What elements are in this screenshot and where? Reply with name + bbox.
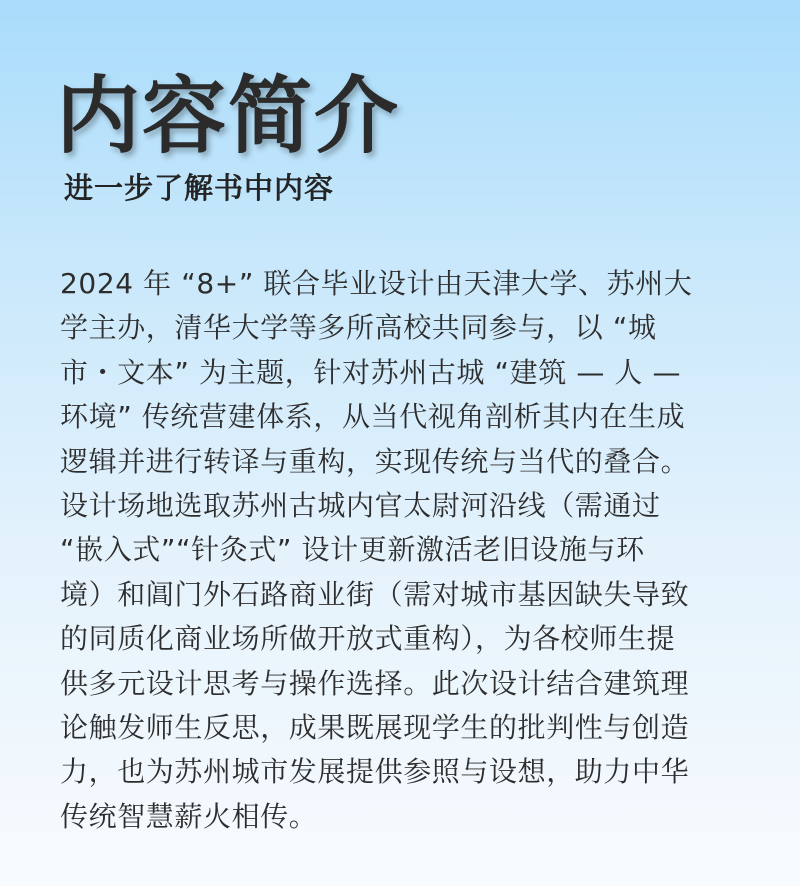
paragraph-line: 设计场地选取苏州古城内官太尉河沿线（需通过	[60, 489, 661, 523]
page-subtitle: 进一步了解书中内容	[64, 171, 335, 205]
paragraph-line: 传统智慧薪火相传。	[60, 799, 318, 833]
paragraph-line: “嵌入式”“针灸式” 设计更新激活老旧设施与环	[60, 533, 645, 567]
paragraph-line: 市・文本” 为主题，针对苏州古城 “建筑 — 人 —	[60, 355, 682, 389]
paragraph-line: 2024 年 “8+” 联合毕业设计由天津大学、苏州大	[60, 267, 693, 300]
paragraph-line: 论触发师生反思，成果既展现学生的批判性与创造	[60, 711, 690, 745]
paragraph-line: 供多元设计思考与操作选择。此次设计结合建筑理	[60, 666, 690, 700]
intro-paragraph	[60, 262, 736, 839]
paragraph-line: 环境” 传统营建体系，从当代视角剖析其内在生成	[60, 400, 686, 434]
paragraph-line: 境）和阊门外石路商业街（需对城市基因缺失导致	[60, 577, 690, 611]
page-title: 内容简介	[56, 67, 401, 165]
paragraph-line: 逻辑并进行转译与重构，实现传统与当代的叠合。	[60, 444, 690, 478]
paragraph-line: 力，也为苏州城市发展提供参照与设想，助力中华	[60, 755, 690, 789]
paragraph-line: 学主办，清华大学等多所高校共同参与，以 “城	[60, 311, 657, 345]
paragraph-line: 的同质化商业场所做开放式重构），为各校师生提	[60, 622, 676, 656]
